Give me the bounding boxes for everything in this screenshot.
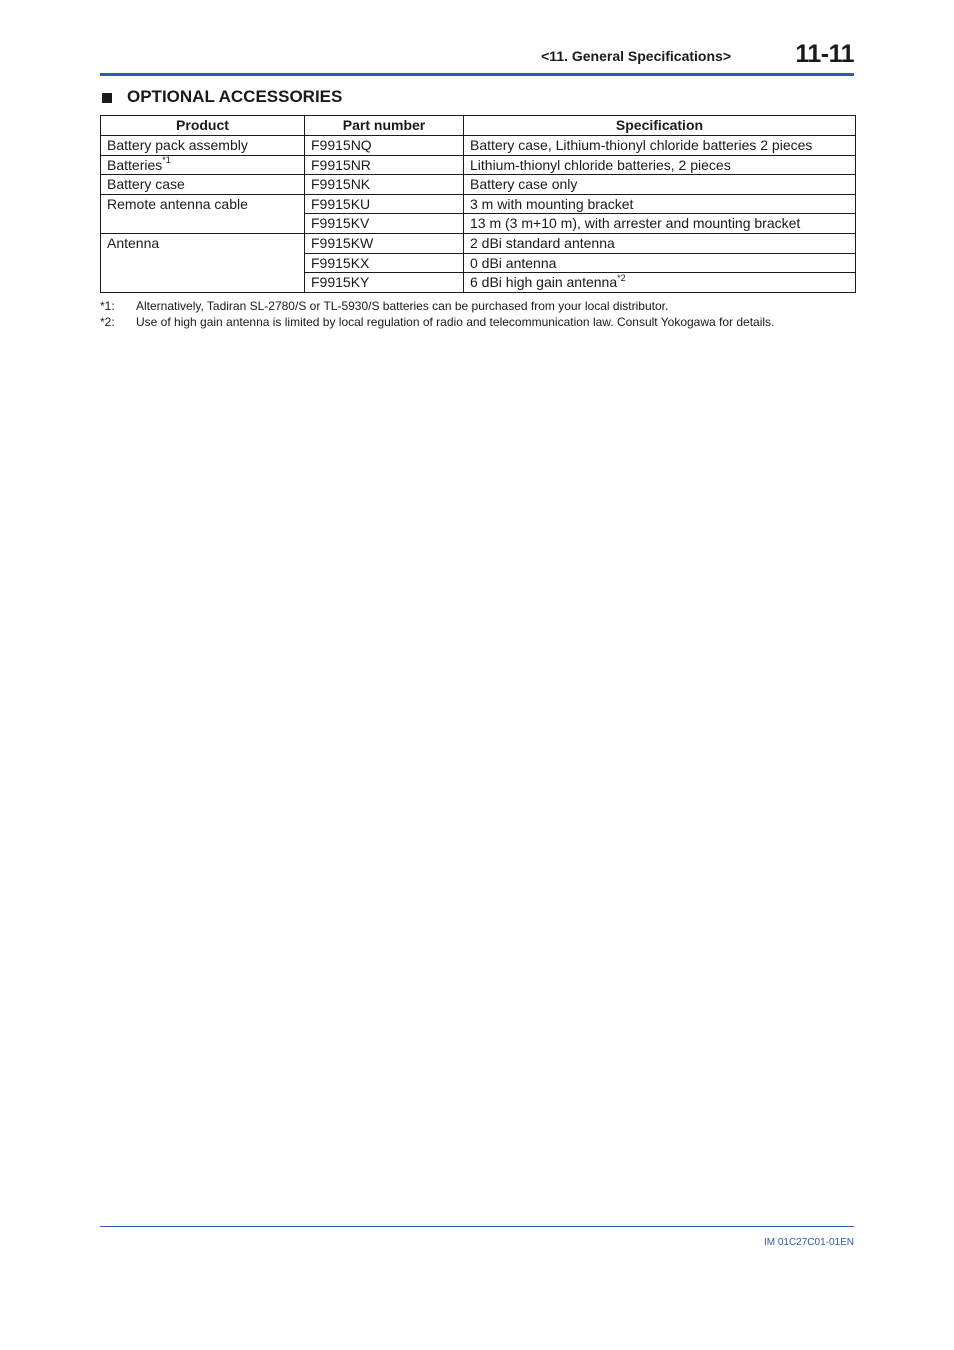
column-header-part-number: Part number bbox=[305, 116, 464, 136]
footnote bbox=[100, 315, 860, 331]
product-text: Batteries bbox=[107, 156, 163, 173]
product-cell: Battery pack assembly bbox=[101, 136, 305, 156]
table-row bbox=[101, 194, 856, 214]
table-row bbox=[101, 136, 856, 156]
footer-rule bbox=[100, 1226, 854, 1227]
part-number-cell: F9915KV bbox=[305, 214, 464, 234]
footnote-ref: *1 bbox=[162, 155, 171, 165]
footnote bbox=[100, 299, 860, 315]
specification-cell: 2 dBi standard antenna bbox=[464, 233, 856, 253]
footnote-mark: *2: bbox=[100, 314, 115, 329]
accessories-table bbox=[100, 115, 856, 293]
part-number-cell: F9915NR bbox=[305, 155, 464, 175]
section-title: OPTIONAL ACCESSORIES bbox=[127, 87, 343, 106]
footnote-text: Alternatively, Tadiran SL-2780/S or TL-5930/S batteries can be purchased from your local distributor. bbox=[136, 299, 669, 313]
footer-doc-number: IM 01C27C01-01EN bbox=[763, 1237, 854, 1248]
table-row bbox=[101, 233, 856, 253]
specification-cell: 13 m (3 m+10 m), with arrester and mounting bracket bbox=[464, 214, 856, 234]
footnote-text: Use of high gain antenna is limited by local regulation of radio and telecommunication law. Consult Yokogawa for details. bbox=[136, 314, 775, 329]
header-page-number: 11-11 bbox=[795, 40, 854, 68]
part-number-cell: F9915NK bbox=[305, 175, 464, 195]
part-number-cell: F9915KY bbox=[305, 273, 464, 293]
footnote-mark: *1: bbox=[100, 299, 115, 313]
product-cell bbox=[101, 155, 305, 175]
column-header-specification: Specification bbox=[464, 116, 856, 136]
specification-cell bbox=[464, 273, 856, 293]
product-cell: Battery case bbox=[101, 175, 305, 195]
table-row bbox=[101, 175, 856, 195]
part-number-cell: F9915KX bbox=[305, 253, 464, 273]
table-header-row bbox=[101, 116, 856, 136]
header-rule bbox=[100, 73, 854, 76]
header-chapter-title: <11. General Specifications> bbox=[541, 48, 731, 64]
table-row bbox=[101, 155, 856, 175]
specification-text: 6 dBi high gain antenna bbox=[470, 274, 618, 291]
column-header-product: Product bbox=[101, 116, 305, 136]
specification-cell: Lithium-thionyl chloride batteries, 2 pieces bbox=[464, 155, 856, 175]
product-cell: Remote antenna cable bbox=[101, 194, 305, 233]
footnote-ref: *2 bbox=[617, 272, 626, 283]
part-number-cell: F9915KU bbox=[305, 194, 464, 214]
product-cell: Antenna bbox=[101, 233, 305, 292]
footnotes bbox=[100, 299, 860, 330]
specification-cell: 3 m with mounting bracket bbox=[464, 194, 856, 214]
section-bullet-icon bbox=[102, 93, 112, 103]
part-number-cell: F9915NQ bbox=[305, 136, 464, 156]
specification-cell: 0 dBi antenna bbox=[464, 253, 856, 273]
specification-cell: Battery case only bbox=[464, 175, 856, 195]
part-number-cell: F9915KW bbox=[305, 233, 464, 253]
specification-cell: Battery case, Lithium-thionyl chloride batteries 2 pieces bbox=[464, 136, 856, 156]
